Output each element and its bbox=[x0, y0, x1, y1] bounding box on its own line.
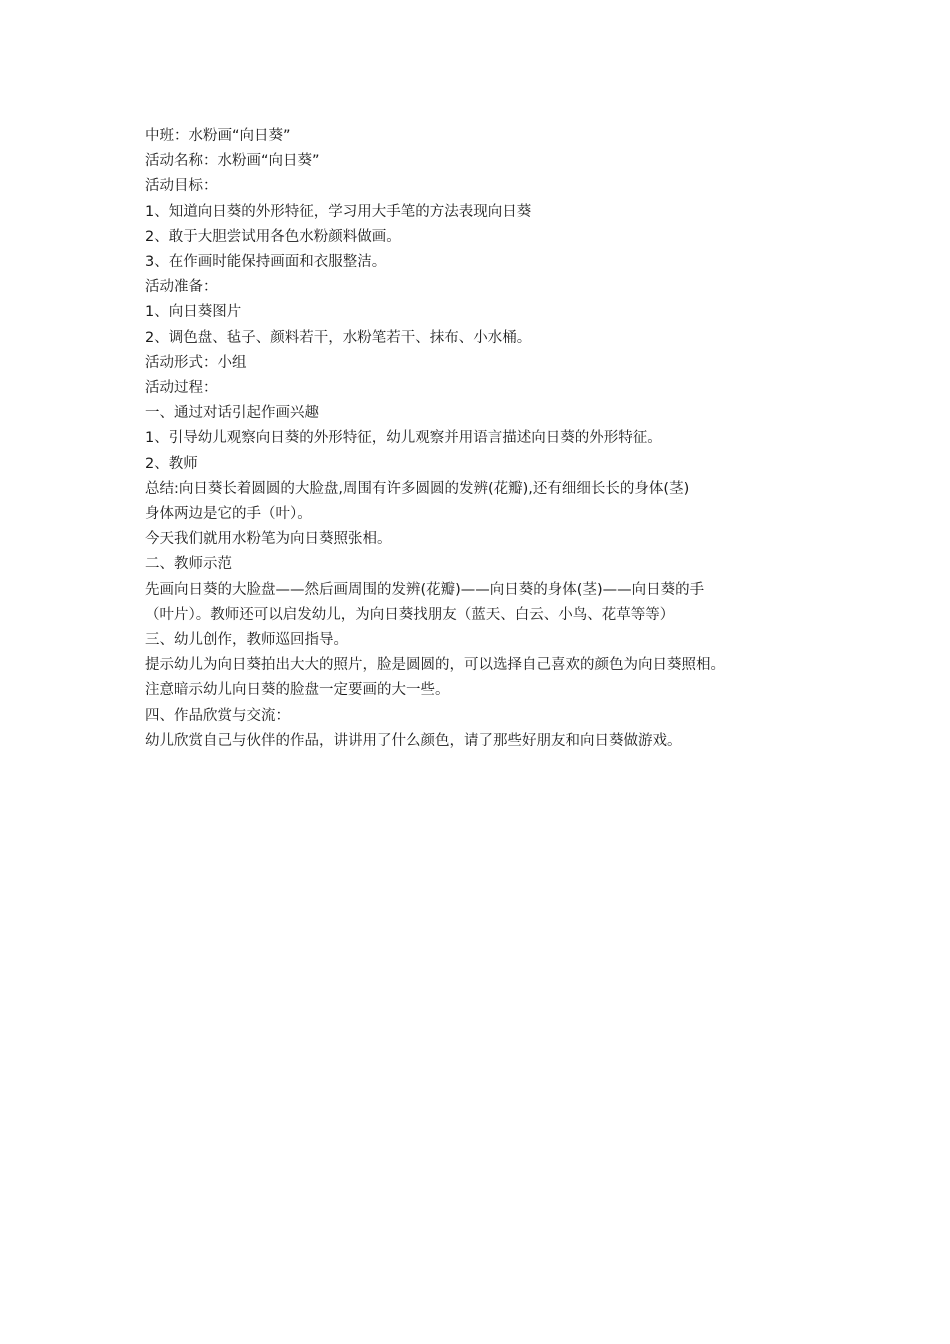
document-title: 中班：水粉画“向日葵” bbox=[145, 128, 291, 144]
paragraph-line: 总结:向日葵长着圆圆的大脸盘,周围有许多圆圆的发辨(花瓣),还有细细长长的身体(茎) bbox=[145, 480, 690, 497]
paragraph-line: 今天我们就用水粉笔为向日葵照张相。 bbox=[145, 531, 392, 548]
paragraph-line: 身体两边是它的手（叶）。 bbox=[145, 506, 312, 523]
activity-form: 活动形式：小组 bbox=[145, 354, 247, 371]
process-step-heading: 一、通过对话引起作画兴趣 bbox=[145, 405, 319, 422]
goal-item: 1、知道向日葵的外形特征，学习用大手笔的方法表现向日葵 bbox=[145, 203, 532, 220]
paragraph-line: 2、教师 bbox=[145, 455, 198, 472]
paragraph-line: （叶片）。教师还可以启发幼儿，为向日葵找朋友（蓝天、白云、小鸟、花草等等） bbox=[145, 606, 675, 623]
paragraph-line: 1、引导幼儿观察向日葵的外形特征，幼儿观察并用语言描述向日葵的外形特征。 bbox=[145, 430, 662, 447]
paragraph-line: 注意暗示幼儿向日葵的脸盘一定要画的大一些。 bbox=[145, 682, 450, 699]
section-heading-process: 活动过程： bbox=[145, 380, 218, 397]
activity-name: 活动名称：水粉画“向日葵” bbox=[145, 153, 320, 170]
preparation-item: 1、向日葵图片 bbox=[145, 304, 242, 321]
process-step-heading: 四、作品欣赏与交流： bbox=[145, 707, 290, 724]
goal-item: 3、在作画时能保持画面和衣服整洁。 bbox=[145, 254, 387, 271]
document-body bbox=[145, 124, 815, 754]
paragraph-line: 幼儿欣赏自己与伙伴的作品，讲讲用了什么颜色，请了那些好朋友和向日葵做游戏。 bbox=[145, 732, 682, 749]
preparation-item: 2、调色盘、毡子、颜料若干，水粉笔若干、抹布、小水桶。 bbox=[145, 329, 532, 346]
paragraph-line: 提示幼儿为向日葵拍出大大的照片，脸是圆圆的，可以选择自己喜欢的颜色为向日葵照相。 bbox=[145, 657, 725, 674]
paragraph-line: 先画向日葵的大脸盘——然后画周围的发辨(花瓣)——向日葵的身体(茎)——向日葵的手 bbox=[145, 581, 705, 598]
section-heading-preparation: 活动准备： bbox=[145, 279, 218, 296]
process-step-heading: 二、教师示范 bbox=[145, 556, 232, 573]
section-heading-goals: 活动目标： bbox=[145, 178, 218, 195]
goal-item: 2、敢于大胆尝试用各色水粉颜料做画。 bbox=[145, 228, 401, 245]
process-step-heading: 三、幼儿创作，教师巡回指导。 bbox=[145, 632, 348, 649]
